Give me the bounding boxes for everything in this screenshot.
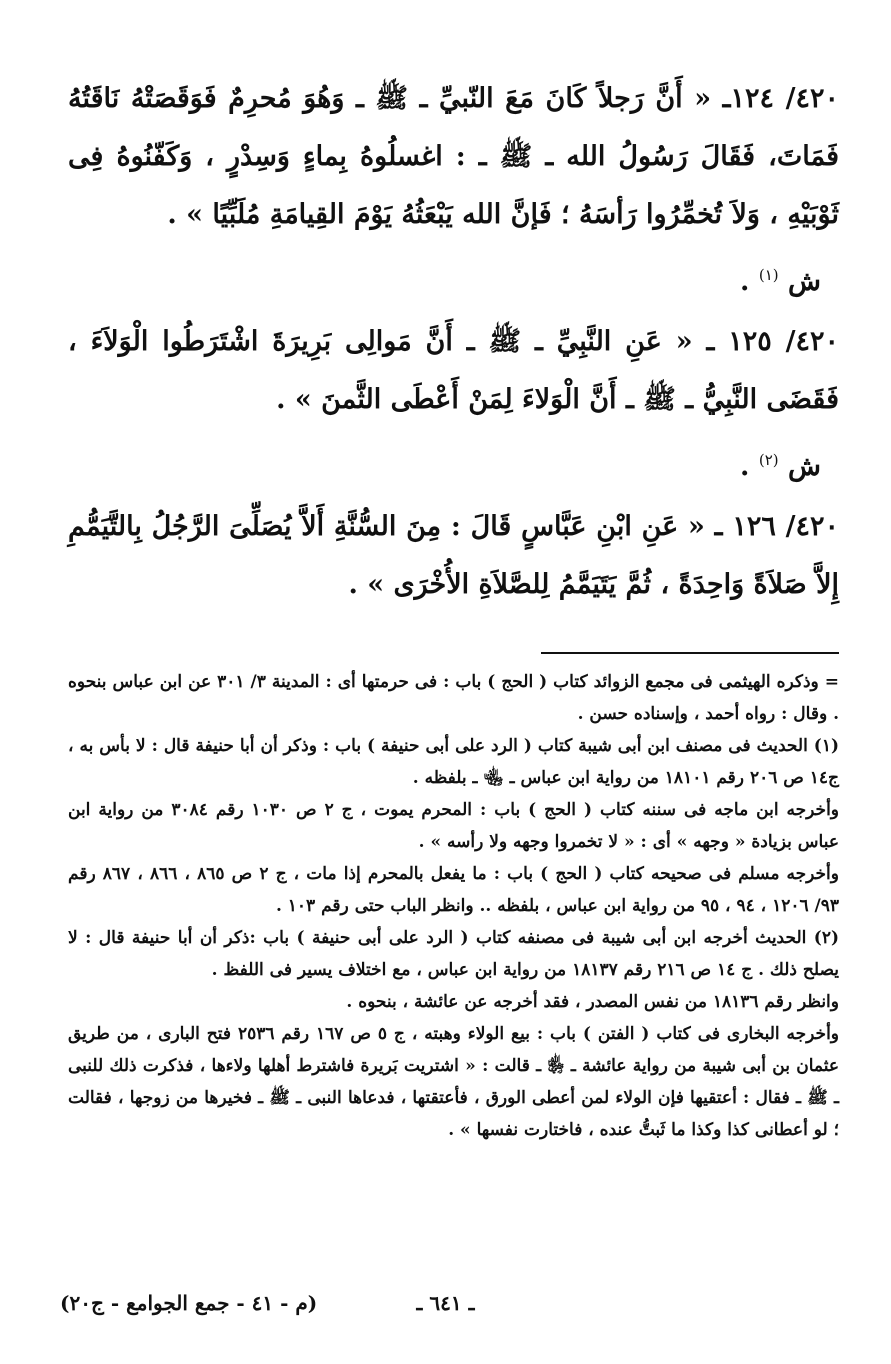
footnote-ref-1: (١): [758, 266, 779, 284]
footnotes: [68, 666, 839, 1146]
hadith-124: ٤٢٠/ ١٢٤ـ « أَنَّ رَجلاً كَانَ مَعَ النّبيِّ ـ ﷺ ـ وَهُوَ مُحرِمٌ فَوَقَصَتْهُ نَاقَتُهُ فَمَاتَ، فَقَالَ رَسُولُ الله ـ ﷺ ـ : اغسلُوهُ بِماءٍ وَسِدْرٍ ، وَكَفّنُوهُ فِى ثَوْبَيْهِ ، وَلاَ تُخمِّرُوا رَأسَهُ ؛ فَإنَّ الله يَبْعَثُهُ يَوْمَ القِيامَةِ مُلَبِّيًا » .: [68, 83, 839, 230]
hadith-126: ٤٢٠/ ١٢٦ ـ « عَنِ ابْنِ عَبَّاسٍ قَالَ : مِنَ السُّنَّةِ أَلاَّ يُصَلِّىَ الرَّجُلُ بِالتَّيَمُّمِ إِلاَّ صَلاَةً وَاحِدَةً ، ثُمَّ يَتَيَمَّمُ لِلصَّلاَةِ الأُخْرَى » .: [68, 511, 839, 600]
footnote-ref-2: (٢): [758, 451, 779, 469]
signature-mark: (م - ٤١ - جمع الجوامع - ج٢٠): [60, 1291, 318, 1315]
sharh-letter: ش: [788, 266, 821, 297]
footnote-1-ibn-majah: وأخرجه ابن ماجه فى سننه كتاب ( الحج ) باب : المحرم يموت ، ج ٢ ص ١٠٣٠ رقم ٣٠٨٤ من رواية ابن عباس بزيادة « وجهه » أى : « لا تخمروا وجهه ولا رأسه » .: [68, 800, 839, 852]
footnote-2: (٢) الحديث أخرجه ابن أبى شيبة فى مصنفه كتاب ( الرد على أبى حنيفة ) باب :ذكر أن أبا حنيفة قال : لا يصلح ذلك . ج ١٤ ص ٢١٦ رقم ١٨١٣٧ من رواية ابن عباس ، مع اختلاف يسير فى اللفظ .: [68, 928, 839, 980]
footnote-1: (١) الحديث فى مصنف ابن أبى شيبة كتاب ( الرد على أبى حنيفة ) باب : وذكر أن أبا حنيفة قال : لا بأس به ، ج١٤ ص ٢٠٦ رقم ١٨١٠١ من رواية ابن عباس ـ ﵄ ـ بلفظه .: [68, 736, 839, 788]
footnote-1-muslim: وأخرجه مسلم فى صحيحه كتاب ( الحج ) باب : ما يفعل بالمحرم إذا مات ، ج ٢ ص ٨٦٥ ، ٨٦٦ ، ٨٦٧ رقم ٩٣/ ١٢٠٦ ، ٩٤ ، ٩٥ من رواية ابن عباس ، بلفظه .. وانظر الباب حتى رقم ١٠٣ .: [68, 864, 839, 916]
footnote-continuation: = وذكره الهيثمى فى مجمع الزوائد كتاب ( الحج ) باب : فى حرمتها أى : المدينة ٣/ ٣٠١ عن ابن عباس بنحوه . وقال : رواه أحمد ، وإسناده حسن .: [68, 672, 839, 724]
footnote-2-bukhari: وأخرجه البخارى فى كتاب ( الفتن ) باب : بيع الولاء وهبته ، ج ٥ ص ١٦٧ رقم ٢٥٣٦ فتح البارى ، من طريق عثمان بن أبى شيبة من رواية عائشة ـ ﵂ ـ قالت : « اشتريت بَريرة فاشترط أهلها ولاءها ، فذكرت ذلك للنبى ـ ﷺ ـ فقال : أعتقيها فإن الولاء لمن أعطى الورق ، فأعتقتها ، فدعاها النبى ـ ﷺ ـ فخيرها من زوجها ، فقالت ؛ لو أعطانى كذا وكذا ما ثَبتُّ عنده ، فاختارت نفسها » .: [68, 1024, 839, 1140]
sharh-marker-1: ش $^{(١)}$ .: [740, 266, 821, 297]
sharh-marker-2: ش $^{(٢)}$ .: [740, 451, 821, 482]
footnote-2-see-also: وانظر رقم ١٨١٣٦ من نفس المصدر ، فقد أخرجه عن عائشة ، بنحوه .: [346, 992, 839, 1012]
page-number: ـ ٦٤١ ـ: [416, 1291, 475, 1315]
footnote-separator: [541, 652, 839, 654]
sharh-letter: ش: [788, 451, 821, 482]
hadith-125: ٤٢٠/ ١٢٥ ـ « عَنِ النَّبِيِّ ـ ﷺ ـ أَنَّ مَوالِى بَرِيرَةَ اشْتَرَطُوا الْوَلاَءَ ، فَقَضَى النَّبِيُّ ـ ﷺ ـ أَنَّ الْوَلاءَ لِمَنْ أَعْطَى الثَّمنَ » .: [68, 326, 839, 415]
main-text: [68, 70, 839, 614]
